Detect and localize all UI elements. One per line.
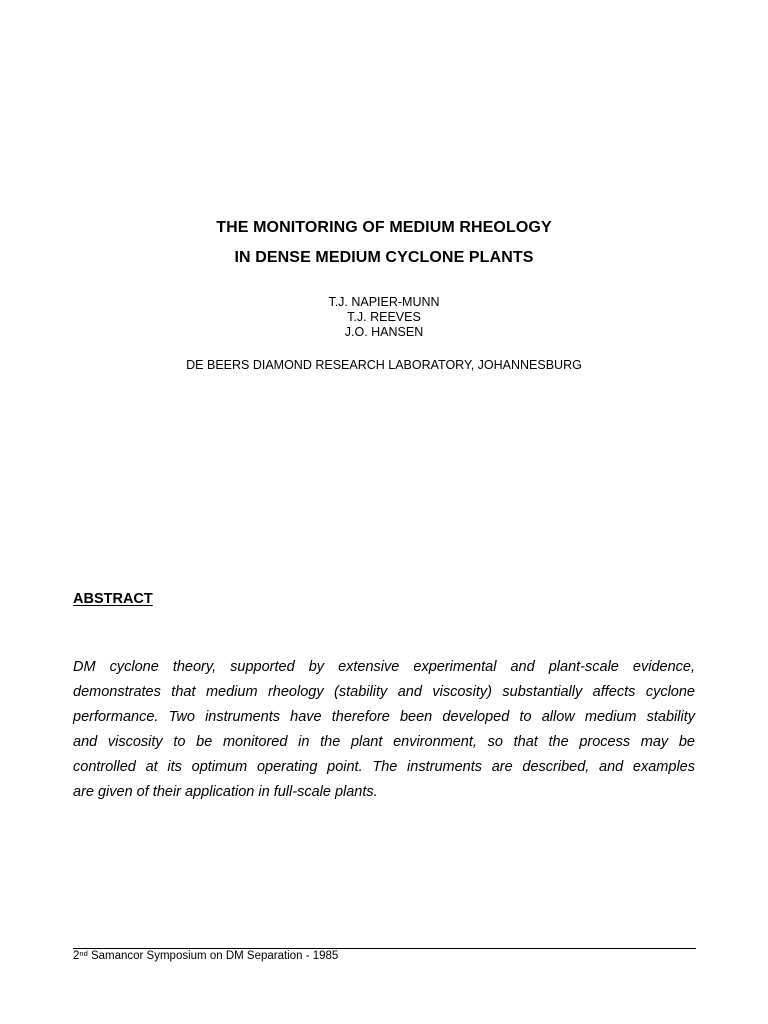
abstract-line: are given of their application in full-scale plants.	[73, 784, 378, 800]
abstract-line: and viscosity to be monitored in the plant environment, so that the process may be	[73, 734, 695, 750]
author-name: J.O. HANSEN	[344, 325, 424, 339]
abstract-line: controlled at its optimum operating point. The instruments are described, and examples	[73, 759, 695, 775]
abstract-heading: ABSTRACT	[73, 591, 153, 607]
abstract-body	[73, 655, 695, 805]
paper-title-line-1: THE MONITORING OF MEDIUM RHEOLOGY	[216, 219, 552, 236]
abstract-line: performance. Two instruments have therefore been developed to allow medium stability	[73, 709, 695, 725]
paper-title-line-2: IN DENSE MEDIUM CYCLONE PLANTS	[234, 249, 534, 266]
author-name: T.J. NAPIER-MUNN	[328, 295, 440, 309]
author-name: T.J. REEVES	[347, 310, 421, 324]
author-list	[0, 295, 768, 340]
footer-ordinal-number: 2	[73, 950, 80, 962]
author-affiliation: DE BEERS DIAMOND RESEARCH LABORATORY, JOHANNESBURG	[186, 358, 582, 372]
page-footer	[73, 950, 338, 962]
abstract-line: demonstrates that medium rheology (stability and viscosity) substantially affects cyclone	[73, 684, 695, 700]
footer-text: Samancor Symposium on DM Separation - 1985	[90, 950, 339, 962]
abstract-line: DM cyclone theory, supported by extensive experimental and plant-scale evidence,	[73, 659, 695, 675]
footer-divider	[73, 948, 696, 949]
footer-ordinal-suffix: nd	[79, 949, 88, 958]
